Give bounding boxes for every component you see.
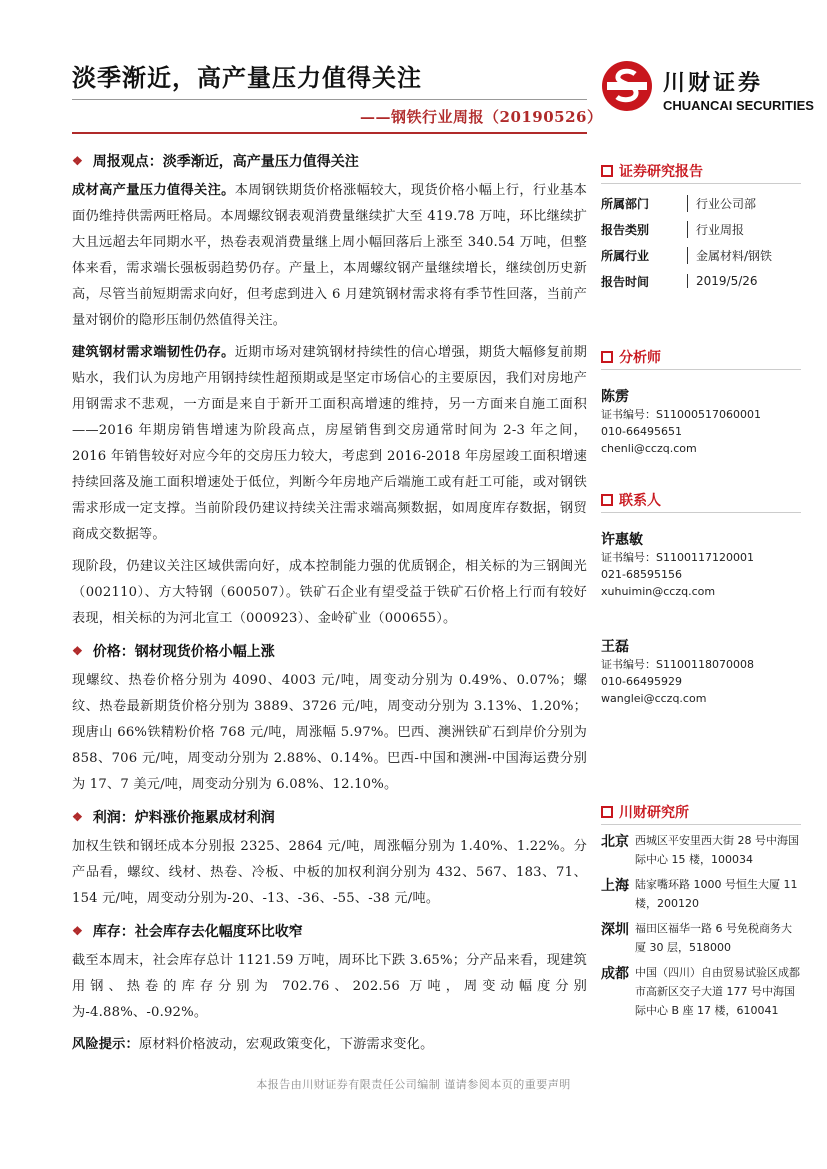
report-icon [601, 165, 613, 177]
company-logo [601, 60, 814, 120]
info-row-date [601, 268, 801, 294]
section-heading-profit [72, 804, 587, 830]
diamond-bullet-icon: ❖ [72, 924, 83, 938]
contact-email: xuhuimin@cczq.com [601, 585, 716, 598]
info-key: 所属部门 [601, 196, 650, 211]
section-heading-price [72, 638, 587, 664]
institute-icon [601, 806, 613, 818]
sidebar-heading-report [601, 158, 801, 184]
paragraph-recommend: 现阶段，仍建议关注区域供需向好，成本控制能力强的优质钢企，相关标的为三钢闽光（002110）、方大特钢（600507）。铁矿石企业有望受益于铁矿石价格上行而有较好表现，相关标的为河北宣工（000923）、金岭矿业（000655）。 [72, 559, 587, 626]
paragraph-risk [72, 1032, 587, 1058]
analyst-email: chenli@cczq.com [601, 442, 697, 455]
title-divider [72, 99, 587, 100]
report-subtitle: ——钢铁行业周报（20190526） [360, 108, 603, 126]
info-row-category [601, 216, 801, 242]
paragraph-production [72, 178, 587, 334]
sidebar-heading-institute [601, 799, 801, 825]
risk-lead: 风险提示： [72, 1037, 139, 1052]
section-heading-text: 周报观点：淡季渐近，高产量压力值得关注 [92, 154, 359, 170]
info-value: 2019/5/26 [687, 274, 758, 288]
info-row-department [601, 190, 801, 216]
analyst-icon [601, 351, 613, 363]
main-content [72, 148, 587, 1060]
address-beijing [601, 831, 801, 869]
info-value: 行业周报 [687, 221, 744, 238]
header-divider [72, 132, 587, 134]
logo-mark-icon [601, 60, 653, 112]
contact-name: 许惠敏 [601, 532, 643, 548]
contact-name: 王磊 [601, 639, 629, 655]
paragraph-profit: 加权生铁和钢坯成本分别报 2325、2864 元/吨，周涨幅分别为 1.40%、1.22%。分产品看，螺纹、线材、热卷、冷板、中板的加权利润分别为 432、567、183、71、154 元/吨，周变动分别为-20、-13、-36、-55、-38 元/吨。 [72, 839, 587, 906]
address-city: 上海 [601, 878, 629, 894]
address-city: 成都 [601, 966, 629, 982]
address-text: 西城区平安里西大街 28 号中海国际中心 15 楼，100034 [635, 834, 799, 866]
address-text: 福田区福华一路 6 号免税商务大厦 30 层，518000 [635, 922, 792, 954]
info-key: 所属行业 [601, 248, 650, 263]
address-city: 北京 [601, 834, 629, 850]
analyst-phone: 010-66495651 [601, 425, 682, 438]
page-footer: 本报告由川财证券有限责任公司编制 谨请参阅本页的重要声明 [256, 1078, 571, 1091]
analyst-cert: 证书编号：S1100051706000​1 [601, 408, 761, 421]
info-key: 报告时间 [601, 274, 650, 289]
diamond-bullet-icon: ❖ [72, 810, 83, 824]
sidebar-heading-text: 川财研究所 [619, 804, 689, 821]
section-heading-inventory [72, 918, 587, 944]
address-city: 深圳 [601, 922, 629, 938]
diamond-bullet-icon: ❖ [72, 154, 83, 168]
paragraph-body: 近期市场对建筑钢材持续性的信心增强，期货大幅修复前期贴水，我们认为房地产用钢持续性超预期或是坚定市场信心的主要原因，我们对房地产用钢需求不悲观，一方面是来自于新开工面积高增速的维持，另一方面来自施工面积——2016 年期房销售增速为阶段高点，房屋销售到交房通常时间为 2-3 年之间，2016 年销售较好对应今年的交房压力较大，考虑到 2016-2018 年房屋竣工面积增速持续回落及施工面积增速处于低位，判断今年房地产后端施工或有赶工可能，或对钢铁需求形成一定支撑。当前阶段仍建议持续关注需求端高频数据，如周度库存数据，钢贸商成交数据等。 [72, 345, 587, 542]
address-text: 陆家嘴环路 1000 号恒生大厦 11 楼，200120 [635, 878, 798, 910]
paragraph-lead: 建筑钢材需求端韧性仍存。 [72, 345, 235, 360]
contact-phone: 010-66495929 [601, 675, 682, 688]
contact-email: wanglei@cczq.com [601, 692, 707, 705]
sidebar-heading-contact [601, 487, 801, 513]
address-text: 中国（四川）自由贸易试验区成都市高新区交子大道 177 号中海国际中心 B 座 17 楼，610041 [635, 966, 800, 1017]
info-key: 报告类别 [601, 222, 650, 237]
sidebar-heading-analyst [601, 344, 801, 370]
paragraph-lead: 成材高产量压力值得关注。 [72, 183, 235, 198]
logo-text-en: CHUANCAI SECURITIES [663, 98, 814, 113]
risk-body: 原材料价格波动，宏观政策变化，下游需求变化。 [138, 1037, 434, 1052]
section-heading-text: 价格：钢材现货价格小幅上涨 [92, 644, 275, 660]
contact-icon [601, 494, 613, 506]
contact-cert: 证书编号：S1100118070008 [601, 658, 754, 671]
paragraph-price: 现螺纹、热卷价格分别为 4090、4003 元/吨，周变动分别为 0.49%、0.07%；螺纹、热卷最新期货价格分别为 3889、3726 元/吨，周变动分别为 3.13%、1.20%；现唐山 66%铁精粉价格 768 元/吨，周涨幅 5.97%。巴西、澳洲铁矿石到岸价分别为 858、706 元/吨，周变动分别为 2.88%、0.14%。巴西-中国和澳洲-中国海运费分别为 17、7 美元/吨，周变动分别为 6.08%、12.10%。 [72, 673, 587, 792]
report-header [0, 0, 827, 140]
sidebar-heading-text: 证券研究报告 [619, 163, 703, 180]
info-row-industry [601, 242, 801, 268]
section-heading-text: 库存：社会库存去化幅度环比收窄 [92, 924, 303, 940]
address-chengdu [601, 963, 801, 1020]
logo-text-cn: 川财证券 [663, 71, 764, 96]
sidebar-heading-text: 联系人 [619, 492, 661, 509]
sidebar-heading-text: 分析师 [619, 349, 661, 366]
address-shenzhen [601, 919, 801, 957]
contact-cert: 证书编号：S1100117120001 [601, 551, 754, 564]
info-value: 金属材料/钢铁 [687, 247, 772, 264]
contact-phone: 021-68595156 [601, 568, 682, 581]
paragraph-body: 本周钢铁期货价格涨幅较大，现货价格小幅上行，行业基本面仍维持供需两旺格局。本周螺纹钢表观消费量继续扩大至 419.78 万吨，环比继续扩大且远超去年同期水平，热卷表观消费量继上周小幅回落后上涨至 340.54 万吨，但整体来看，需求端长强板弱趋势仍存。产量上，本周螺纹钢产量继续增长，继续创历史新高，尽管当前短期需求向好，但考虑到进入 6 月建筑钢材需求将有季节性回落，当前产量对钢价的隐形压制仍然值得关注。 [72, 183, 587, 328]
diamond-bullet-icon: ❖ [72, 644, 83, 658]
paragraph-inventory: 截至本周末，社会库存总计 1121.59 万吨，周环比下跌 3.65%；分产品来看，现建筑用钢、热卷的库存分别为 702.76、202.56 万吨，周变动幅度分别为-4.88%、-0.92%。 [72, 953, 587, 1020]
address-shanghai [601, 875, 801, 913]
paragraph-demand [72, 340, 587, 548]
report-title: 淡季渐近，高产量压力值得关注 [72, 63, 422, 92]
info-value: 行业公司部 [687, 195, 756, 212]
sidebar [601, 158, 801, 1020]
section-heading-text: 利润：炉料涨价拖累成材利润 [92, 810, 275, 826]
analyst-name: 陈雳 [601, 389, 629, 405]
section-heading-view [72, 148, 587, 174]
